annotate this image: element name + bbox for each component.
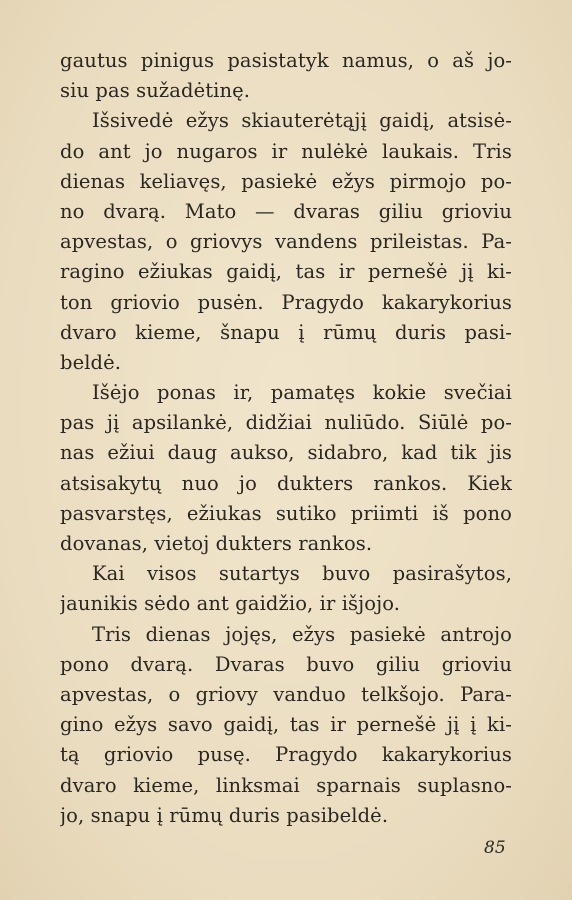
text-line: do ant jo nugaros ir nulėkė laukais. Tris — [60, 139, 512, 163]
text-line: no dvarą. Mato — dvaras giliu grioviu — [60, 199, 512, 223]
text-line: Tris dienas jojęs, ežys pasiekė antrojo — [92, 622, 512, 646]
text-line: dvaro kieme, šnapu į rūmų duris pasi- — [60, 320, 512, 344]
text-line: siu pas sužadėtinę. — [60, 79, 251, 103]
text-line: beldė. — [60, 350, 122, 374]
text-line: ton griovio pusėn. Pragydo kakarykorius — [60, 290, 512, 314]
text-line: nas ežiui daug aukso, sidabro, kad tik jis — [60, 441, 512, 465]
text-line: dvaro kieme, linksmai sparnais suplasno- — [60, 773, 512, 797]
text-line: pas jį apsilankė, didžiai nuliūdo. Siūlė po- — [60, 411, 512, 435]
text-line: gino ežys savo gaidį, tas ir pernešė jį į ki- — [60, 713, 512, 737]
text-line: Išėjo ponas ir, pamatęs kokie svečiai — [92, 381, 512, 405]
text-line: gautus pinigus pasistatyk namus, o aš jo- — [60, 49, 512, 72]
page-number: 85 — [484, 838, 506, 858]
text-line: tą griovio pusę. Pragydo kakarykorius — [60, 743, 512, 767]
text-line: Išsivedė ežys skiauterėtąjį gaidį, atsisė- — [92, 109, 512, 133]
text-line: apvestas, o griovys vandens prileistas. Pa- — [60, 230, 512, 254]
text-line: jaunikis sėdo ant gaidžio, ir išjojo. — [60, 592, 401, 616]
text-line: ragino ežiukas gaidį, tas ir pernešė jį ki- — [60, 260, 512, 284]
text-line: dovanas, vietoj dukters rankos. — [60, 532, 373, 555]
body-text — [60, 46, 512, 831]
text-line: dienas keliavęs, pasiekė ežys pirmojo po- — [60, 169, 512, 193]
text-line: apvestas, o griovy vanduo telkšojo. Para- — [60, 682, 512, 706]
text-line: pono dvarą. Dvaras buvo giliu grioviu — [60, 652, 512, 676]
text-line: pasvarstęs, ežiukas sutiko priimti iš pono — [60, 501, 512, 525]
text-line: atsisakytų nuo jo dukters rankos. Kiek — [60, 471, 512, 495]
text-line: jo, snapu į rūmų duris pasibeldė. — [60, 803, 389, 827]
text-line: Kai visos sutartys buvo pasirašytos, — [92, 562, 512, 586]
